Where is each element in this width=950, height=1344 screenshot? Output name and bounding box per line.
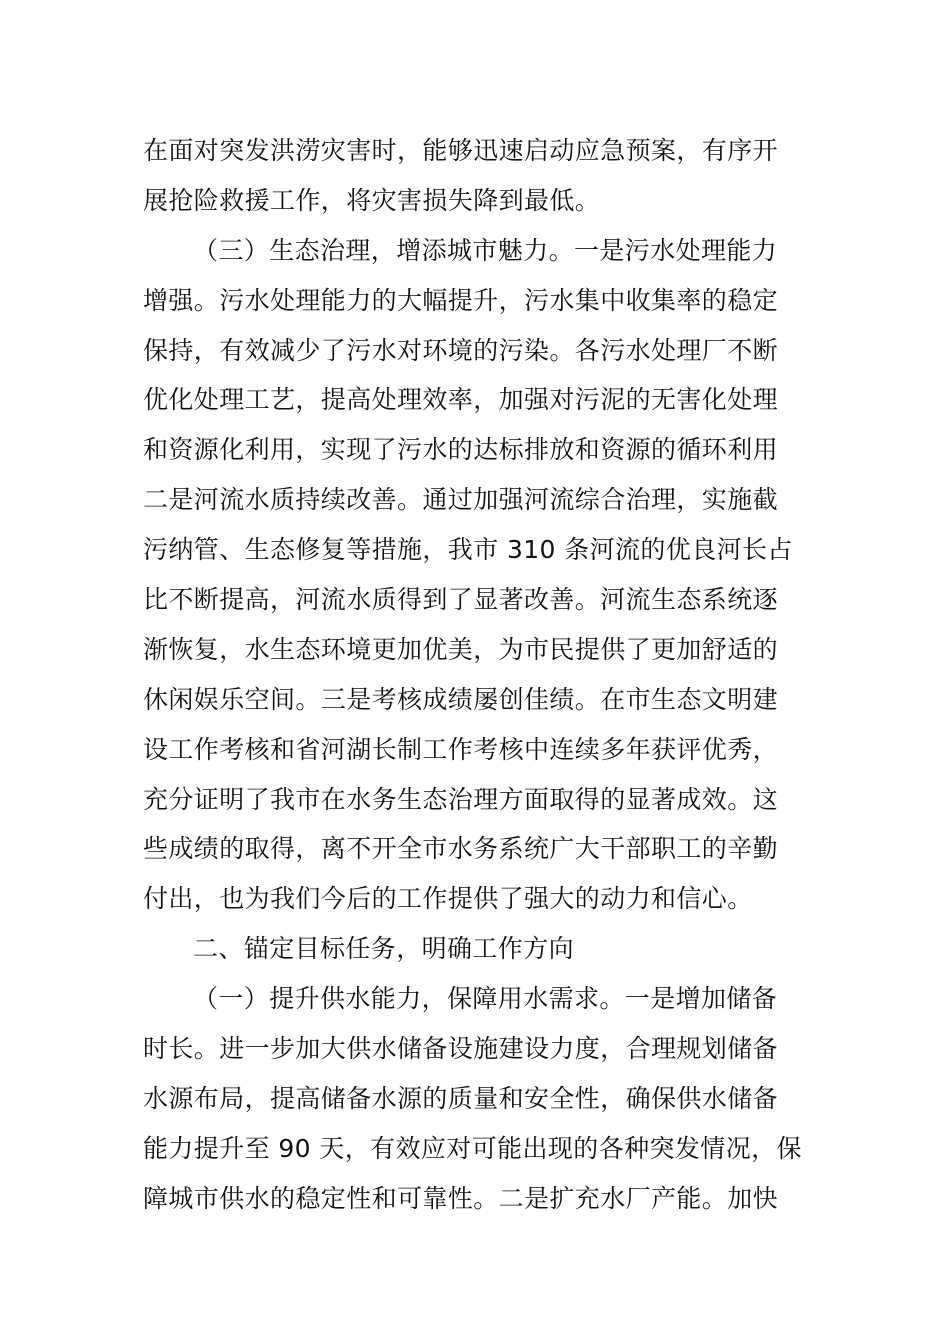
text-line: 比不断提高，河流水质得到了显著改善。河流生态系统逐 bbox=[143, 585, 779, 615]
text-line: 些成绩的取得，离不开全市水务系统广大干部职工的辛勤 bbox=[143, 834, 779, 864]
text-line: 付出，也为我们今后的工作提供了强大的动力和信心。 bbox=[143, 884, 753, 914]
chapter-heading: 二、锚定目标任务，明确工作方向 bbox=[193, 934, 575, 964]
document-body bbox=[143, 126, 823, 1224]
text-line: 展抢险救援工作，将灾害损失降到最低。 bbox=[143, 185, 601, 215]
text-line: 增强。污水处理能力的大幅提升，污水集中收集率的稳定 bbox=[143, 285, 779, 315]
text-line: 污纳管、生态修复等措施，我市 310 条河流的优良河长占 bbox=[143, 535, 793, 565]
text-line: 水源布局，提高储备水源的质量和安全性，确保供水储备 bbox=[143, 1083, 779, 1113]
section-heading-water-supply: （一）提升供水能力，保障用水需求。一是增加储备 bbox=[193, 984, 778, 1014]
text-line: 二是河流水质持续改善。通过加强河流综合治理，实施截 bbox=[143, 485, 779, 515]
text-line: 优化处理工艺，提高处理效率，加强对污泥的无害化处理 bbox=[143, 385, 779, 415]
text-line: 充分证明了我市在水务生态治理方面取得的显著成效。这 bbox=[143, 784, 779, 814]
text-line: 休闲娱乐空间。三是考核成绩屡创佳绩。在市生态文明建 bbox=[143, 684, 779, 714]
text-line: 时长。进一步加大供水储备设施建设力度，合理规划储备 bbox=[143, 1034, 779, 1064]
text-line: 渐恢复，水生态环境更加优美，为市民提供了更加舒适的 bbox=[143, 634, 779, 664]
text-line: 保持，有效减少了污水对环境的污染。各污水处理厂不断 bbox=[143, 335, 779, 365]
section-heading-ecology: （三）生态治理，增添城市魅力。一是污水处理能力 bbox=[193, 235, 778, 265]
text-line: 和资源化利用，实现了污水的达标排放和资源的循环利用 bbox=[143, 435, 779, 465]
text-line: 设工作考核和省河湖长制工作考核中连续多年获评优秀， bbox=[143, 734, 779, 764]
text-line: 障城市供水的稳定性和可靠性。二是扩充水厂产能。加快 bbox=[143, 1183, 779, 1213]
text-line: 能力提升至 90 天，有效应对可能出现的各种突发情况，保 bbox=[143, 1133, 802, 1163]
text-line: 在面对突发洪涝灾害时，能够迅速启动应急预案，有序开 bbox=[143, 136, 779, 165]
